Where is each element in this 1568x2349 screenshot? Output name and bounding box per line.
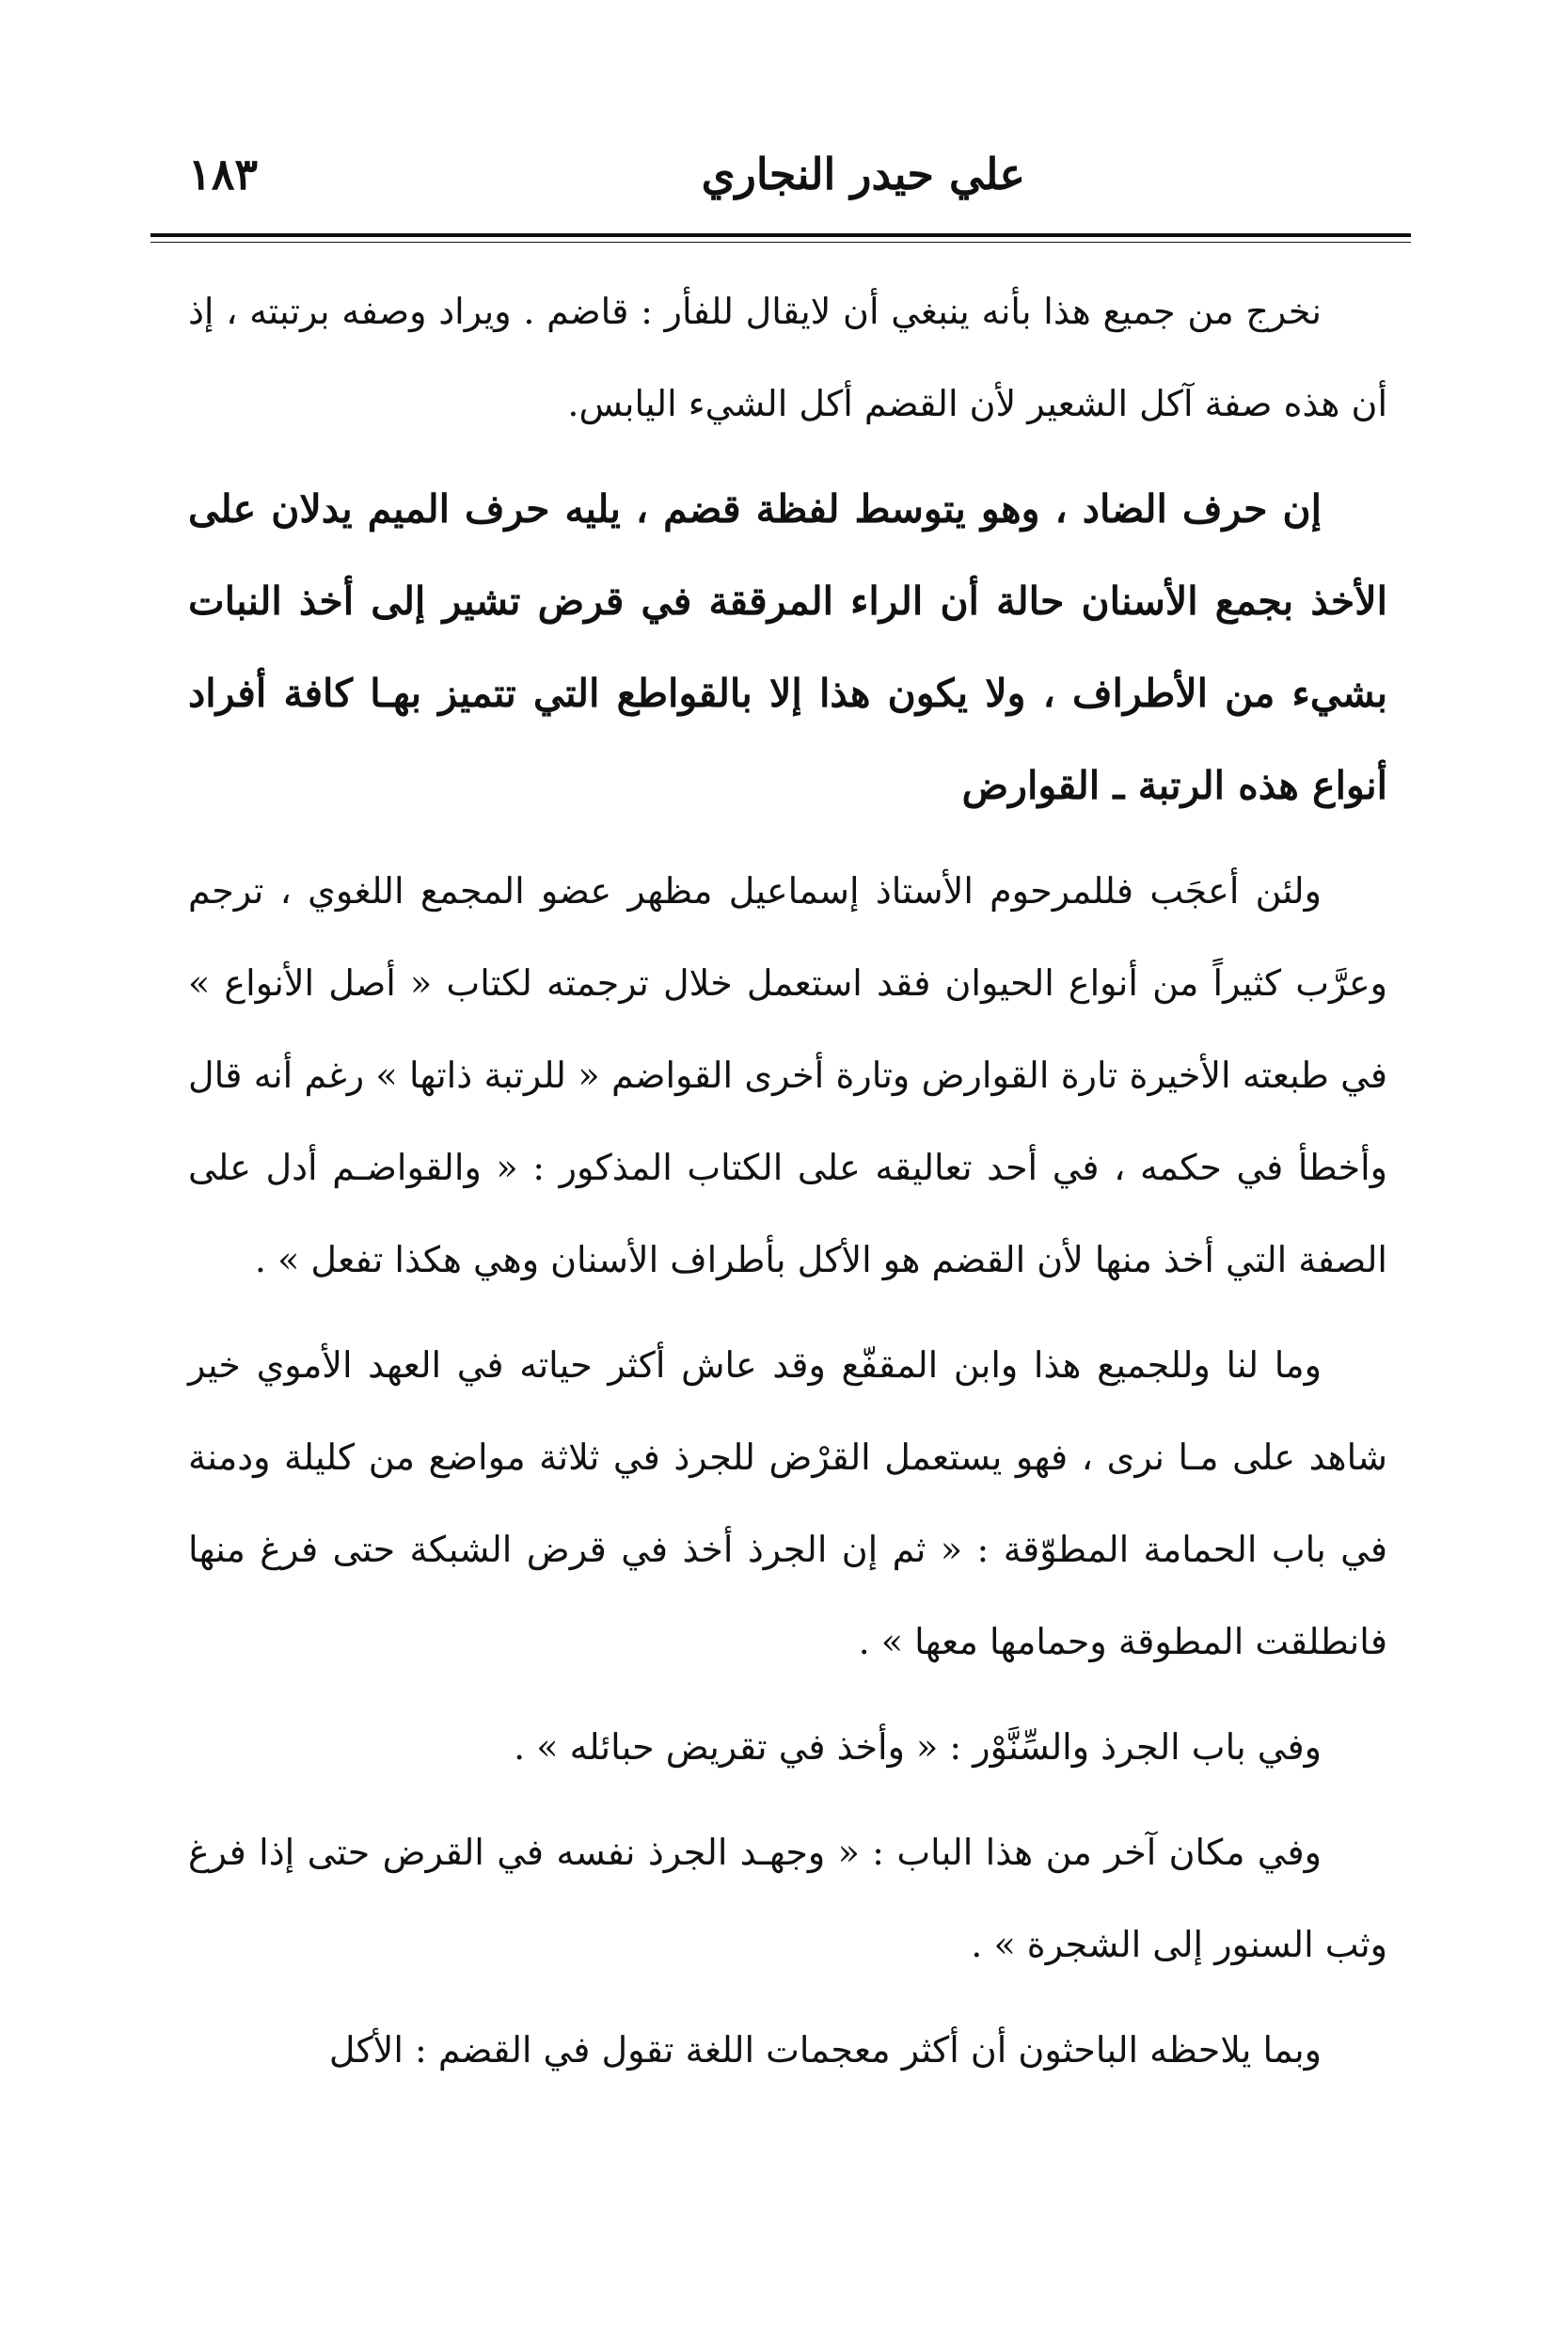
- paragraph-6: وفي مكان آخر من هذا الباب : « وجهـد الجرذ نفسه في القرض حتى إذا فرغ وثب السنور إلى الشجرة » .: [188, 1832, 1387, 1965]
- paragraph-2-bold: إن حرف الضاد ، وهو يتوسط لفظة قضم ، يليه حرف الميم يدلان على الأخذ بجمع الأسنان حالة أن الراء المرققة في قرض تشير إلى أخذ النبات بشيء من الأطراف ، ولا يكون هذا إلا بالقواطع التي تتميز بهـا كافة أفراد أنواع هذه الرتبة ـ القوارض: [188, 486, 1387, 808]
- paragraph-4: وما لنا وللجميع هذا وابن المقفّع وقد عاش أكثر حياته في العهد الأموي خير شاهد على مـا نرى ، فهو يستعمل القرْض للجرذ في ثلاثة مواضع من كليلة ودمنة في باب الحمامة المطوّقة : « ثم إن الجرذ أخذ في قرض الشبكة حتى فرغ منها فانطلقت المطوقة وحمامها معها » .: [188, 1344, 1387, 1662]
- page-number: ١٨٣: [188, 149, 259, 199]
- body-text: [188, 265, 1387, 2096]
- paragraph-3: ولئن أعجَب فللمرحوم الأستاذ إسماعيل مظهر عضو المجمع اللغوي ، ترجم وعرَّب كثيراً من أنواع الحيوان فقد استعمل خلال ترجمته لكتاب « أصل الأنواع » في طبعته الأخيرة تارة القوارض وتارة أخرى القواضم « للرتبة ذاتها » رغم أنه قال وأخطأ في حكمه ، في أحد تعاليقه على الكتاب المذكور : « والقواضـم أدل على الصفة التي أخذ منها لأن القضم هو الأكل بأطراف الأسنان وهي هكذا تفعل » .: [188, 870, 1387, 1280]
- header-rule: [150, 233, 1411, 237]
- running-head: علي حيدر النجاري: [701, 149, 1025, 199]
- paragraph-1: نخرج من جميع هذا بأنه ينبغي أن لايقال للفأر : قاضم . ويراد وصفه برتبته ، إذ أن هذه صفة آكل الشعير لأن القضم أكل الشيء اليابس.: [188, 291, 1387, 424]
- header-rule-thin: [150, 242, 1411, 243]
- paragraph-7: وبما يلاحظه الباحثون أن أكثر معجمات اللغة تقول في القضم : الأكل: [328, 2029, 1322, 2071]
- page-header: [150, 141, 1411, 216]
- paragraph-5: وفي باب الجرذ والسِّنَّوْر : « وأخذ في تقريض حبائله » .: [514, 1726, 1322, 1768]
